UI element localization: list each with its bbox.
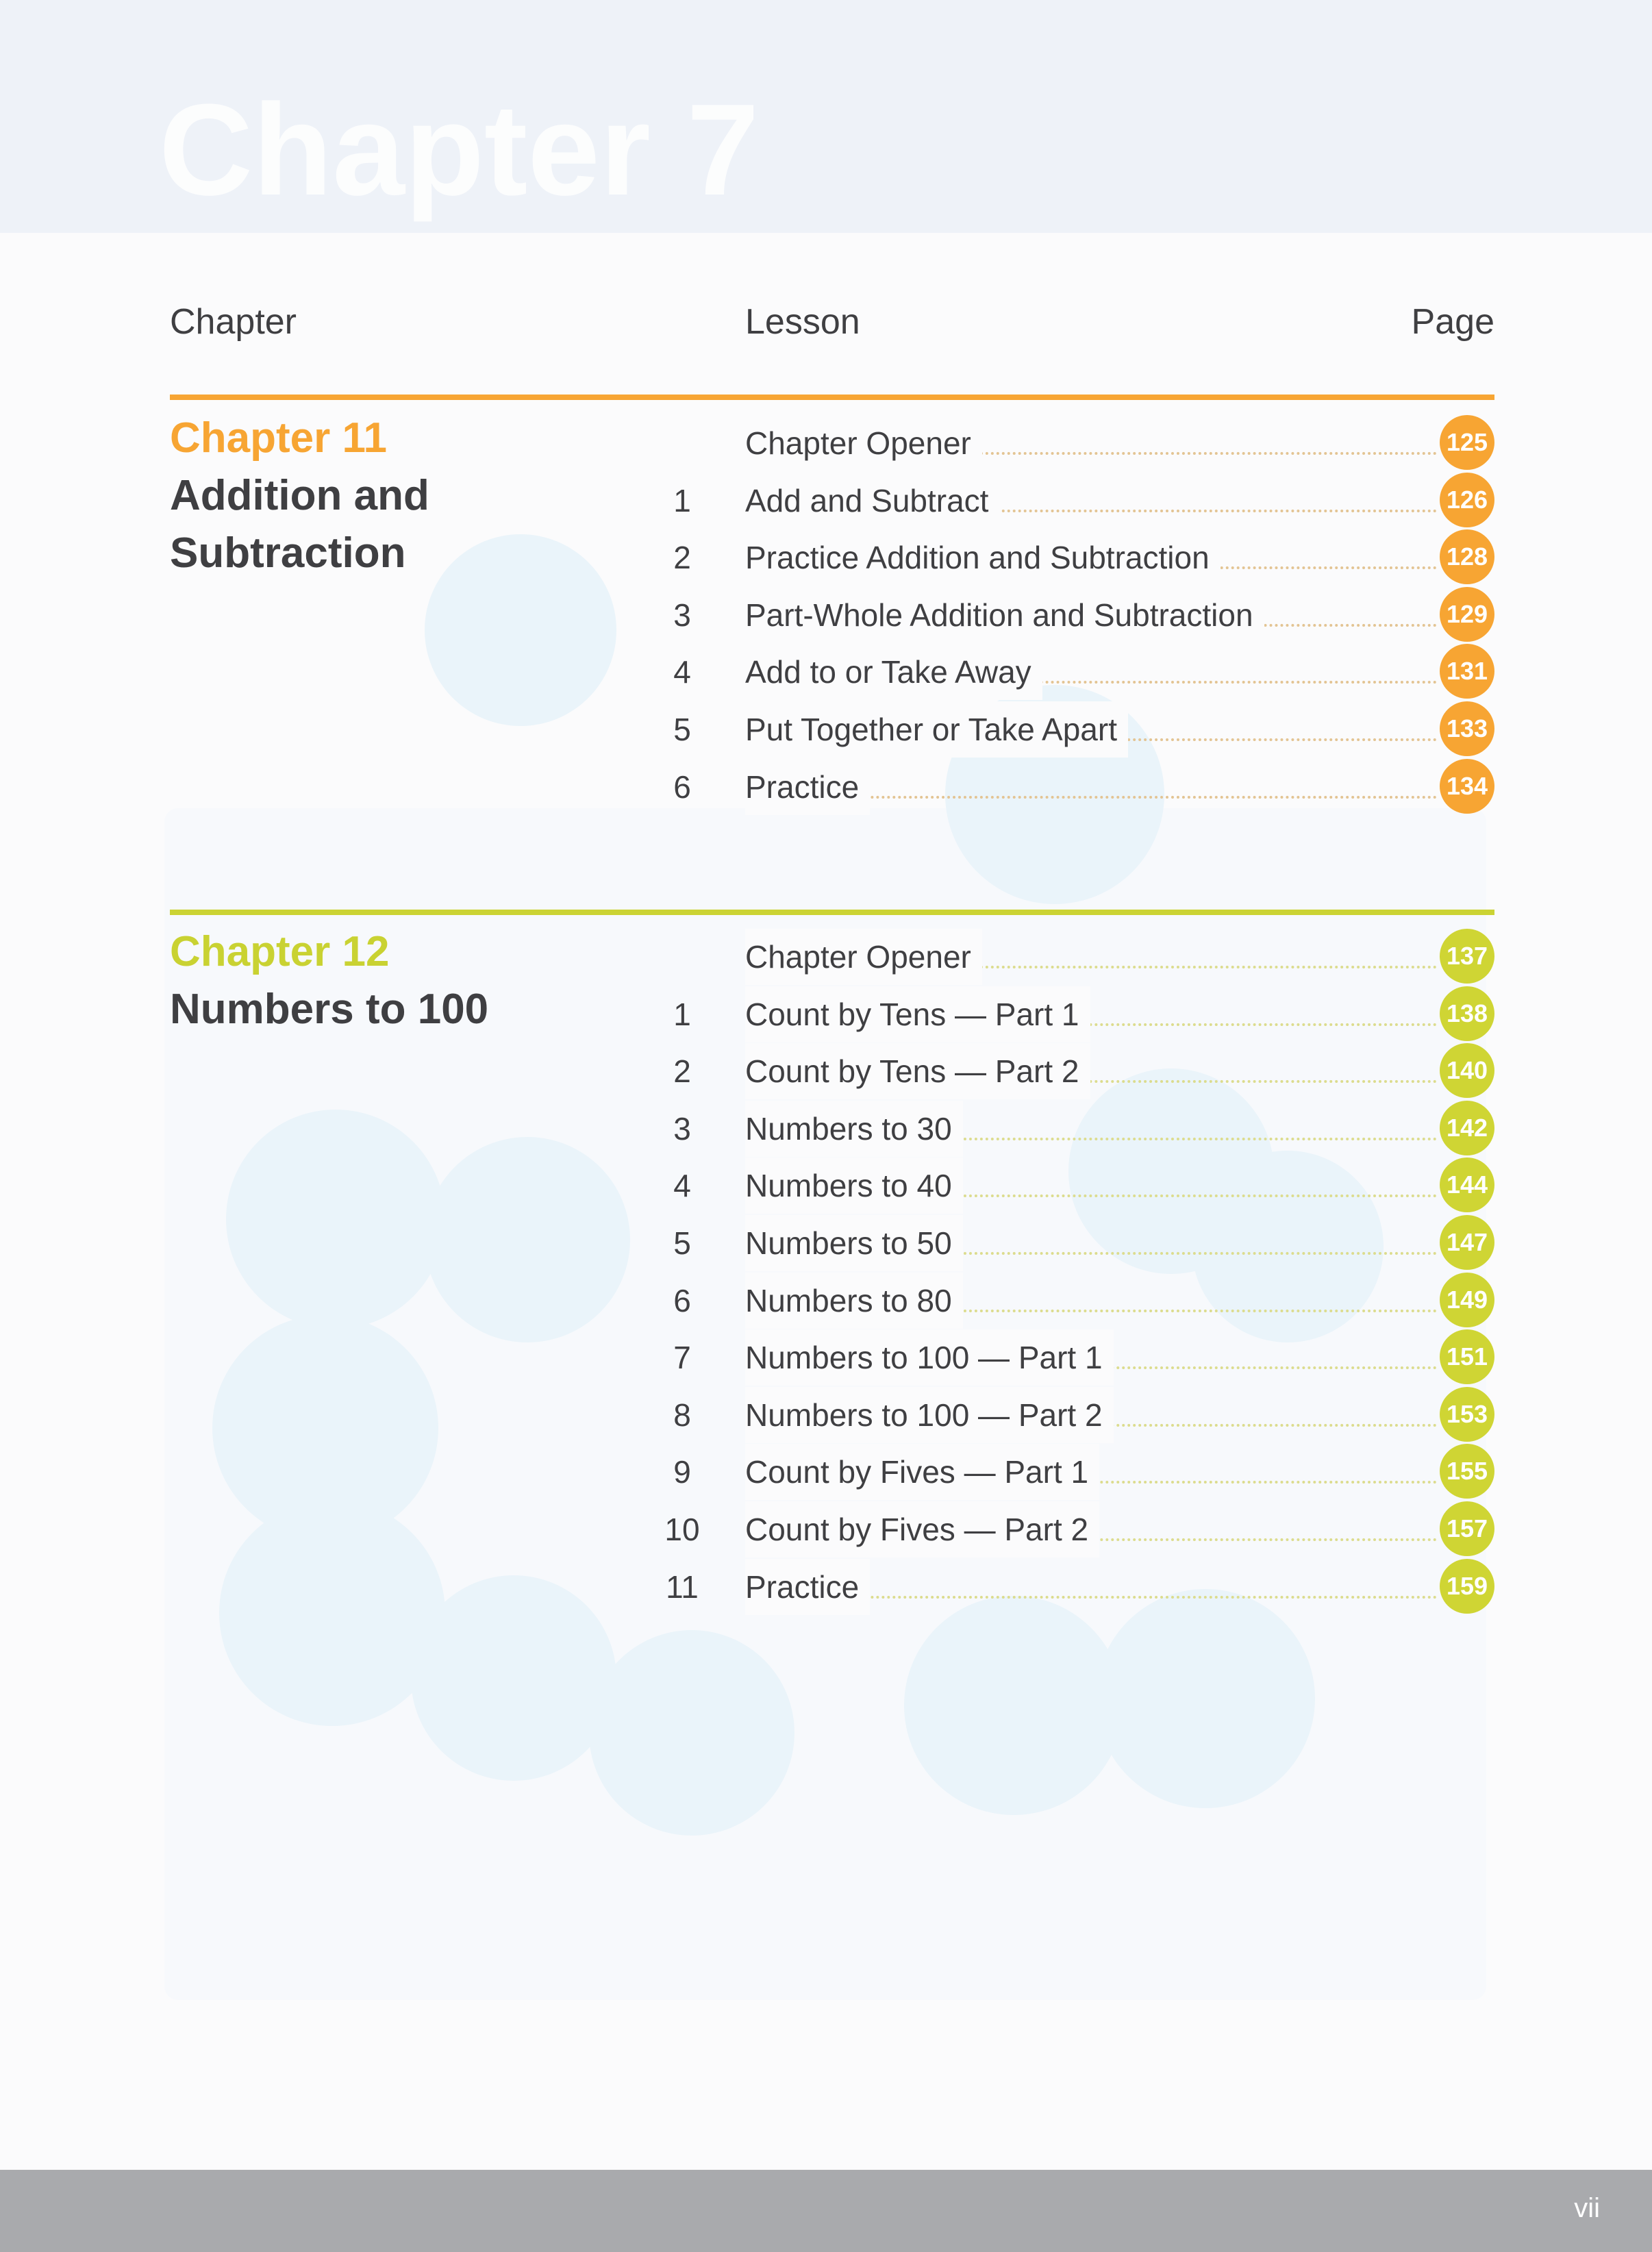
show-through-circle (1096, 1589, 1315, 1808)
lesson-number: 10 (664, 1511, 700, 1547)
lesson-row[interactable] (658, 759, 1494, 816)
lesson-number: 1 (673, 482, 691, 518)
chapter-title-line: Addition and (170, 472, 429, 519)
lesson-row[interactable] (658, 587, 1494, 645)
chapter-11-heading (170, 410, 429, 582)
lesson-row[interactable] (658, 644, 1494, 701)
page-number-badge: 129 (1440, 587, 1494, 642)
lesson-number: 9 (673, 1454, 691, 1490)
lesson-number: 6 (673, 768, 691, 805)
lesson-number: 2 (673, 1053, 691, 1090)
lesson-title: Count by Tens — Part 1 (745, 986, 1090, 1042)
column-header-lesson: Lesson (745, 302, 860, 342)
chapter-12-divider (170, 910, 1494, 915)
lesson-title: Put Together or Take Apart (745, 701, 1128, 758)
page-number-badge: 131 (1440, 644, 1494, 699)
lesson-title: Count by Tens — Part 2 (745, 1043, 1090, 1099)
page-number-badge: 133 (1440, 701, 1494, 756)
lesson-row[interactable] (658, 1158, 1494, 1215)
lesson-title: Numbers to 100 — Part 2 (745, 1387, 1114, 1443)
show-through-circle (226, 1110, 445, 1329)
show-through-title: Chapter 7 (159, 77, 760, 223)
page-number-badge: 126 (1440, 473, 1494, 527)
page-number-badge: 149 (1440, 1273, 1494, 1327)
lesson-title: Practice (745, 1559, 870, 1615)
lesson-number: 2 (673, 540, 691, 576)
lesson-number: 11 (666, 1568, 699, 1605)
page-number-badge: 151 (1440, 1329, 1494, 1384)
chapter-12-lesson-list (658, 929, 1494, 1616)
chapter-number: Chapter 12 (170, 928, 390, 975)
show-through-circle (425, 534, 616, 726)
lesson-row[interactable] (658, 986, 1494, 1044)
page-number: vii (1574, 2193, 1600, 2223)
lesson-number: 3 (673, 597, 691, 633)
chapter-title-line: Subtraction (170, 529, 406, 577)
lesson-number: 4 (673, 654, 691, 690)
lesson-number: 3 (673, 1110, 691, 1147)
lesson-row[interactable] (658, 1043, 1494, 1101)
chapter-number: Chapter 11 (170, 414, 388, 462)
lesson-title: Practice Addition and Subtraction (745, 529, 1221, 586)
page-number-badge: 157 (1440, 1501, 1494, 1556)
lesson-row[interactable] (658, 1387, 1494, 1444)
lesson-title: Part-Whole Addition and Subtraction (745, 587, 1264, 643)
lesson-title: Count by Fives — Part 2 (745, 1501, 1099, 1557)
lesson-row[interactable] (658, 415, 1494, 473)
lesson-number: 7 (673, 1340, 691, 1376)
lesson-row[interactable] (658, 1444, 1494, 1501)
lesson-row[interactable] (658, 1101, 1494, 1158)
lesson-title: Add and Subtract (745, 473, 999, 529)
lesson-row[interactable] (658, 1215, 1494, 1273)
page-number-badge: 144 (1440, 1158, 1494, 1212)
lesson-title: Numbers to 40 (745, 1158, 963, 1214)
show-through-circle (904, 1596, 1123, 1815)
page-footer-band (0, 2170, 1652, 2252)
page-number-badge: 137 (1440, 929, 1494, 984)
page-number-badge: 128 (1440, 529, 1494, 584)
lesson-row[interactable] (658, 529, 1494, 587)
lesson-title: Numbers to 50 (745, 1215, 963, 1271)
page-number-badge: 138 (1440, 986, 1494, 1041)
lesson-number: 5 (673, 711, 691, 747)
lesson-title: Add to or Take Away (745, 644, 1042, 700)
chapter-title-line: Numbers to 100 (170, 986, 489, 1033)
chapter-12-heading (170, 923, 488, 1038)
column-header-chapter: Chapter (170, 302, 297, 342)
lesson-title: Chapter Opener (745, 415, 982, 471)
lesson-title: Practice (745, 759, 870, 815)
lesson-row[interactable] (658, 1329, 1494, 1387)
page-number-badge: 125 (1440, 415, 1494, 470)
lesson-number: 5 (673, 1225, 691, 1261)
lesson-number: 6 (673, 1282, 691, 1318)
page-number-badge: 142 (1440, 1101, 1494, 1155)
chapter-11-lesson-list (658, 415, 1494, 816)
lesson-row[interactable] (658, 1501, 1494, 1559)
page-number-badge: 155 (1440, 1444, 1494, 1499)
lesson-title: Numbers to 30 (745, 1101, 963, 1157)
lesson-title: Numbers to 100 — Part 1 (745, 1329, 1114, 1386)
show-through-circle (411, 1575, 616, 1781)
lesson-title: Numbers to 80 (745, 1273, 963, 1329)
lesson-row[interactable] (658, 473, 1494, 530)
page-number-badge: 153 (1440, 1387, 1494, 1442)
column-header-page: Page (1411, 302, 1494, 342)
lesson-row[interactable] (658, 701, 1494, 759)
page-number-badge: 159 (1440, 1559, 1494, 1614)
lesson-row[interactable] (658, 1559, 1494, 1616)
page-number-badge: 140 (1440, 1043, 1494, 1098)
lesson-number: 1 (673, 996, 691, 1032)
lesson-row[interactable] (658, 1273, 1494, 1330)
chapter-11-divider (170, 395, 1494, 400)
page-number-badge: 134 (1440, 759, 1494, 814)
page-number-badge: 147 (1440, 1215, 1494, 1270)
lesson-number: 4 (673, 1168, 691, 1204)
lesson-row[interactable] (658, 929, 1494, 986)
lesson-title: Chapter Opener (745, 929, 982, 985)
show-through-circle (589, 1630, 794, 1836)
lesson-title: Count by Fives — Part 1 (745, 1444, 1099, 1500)
lesson-number: 8 (673, 1397, 691, 1433)
show-through-circle (425, 1137, 630, 1342)
